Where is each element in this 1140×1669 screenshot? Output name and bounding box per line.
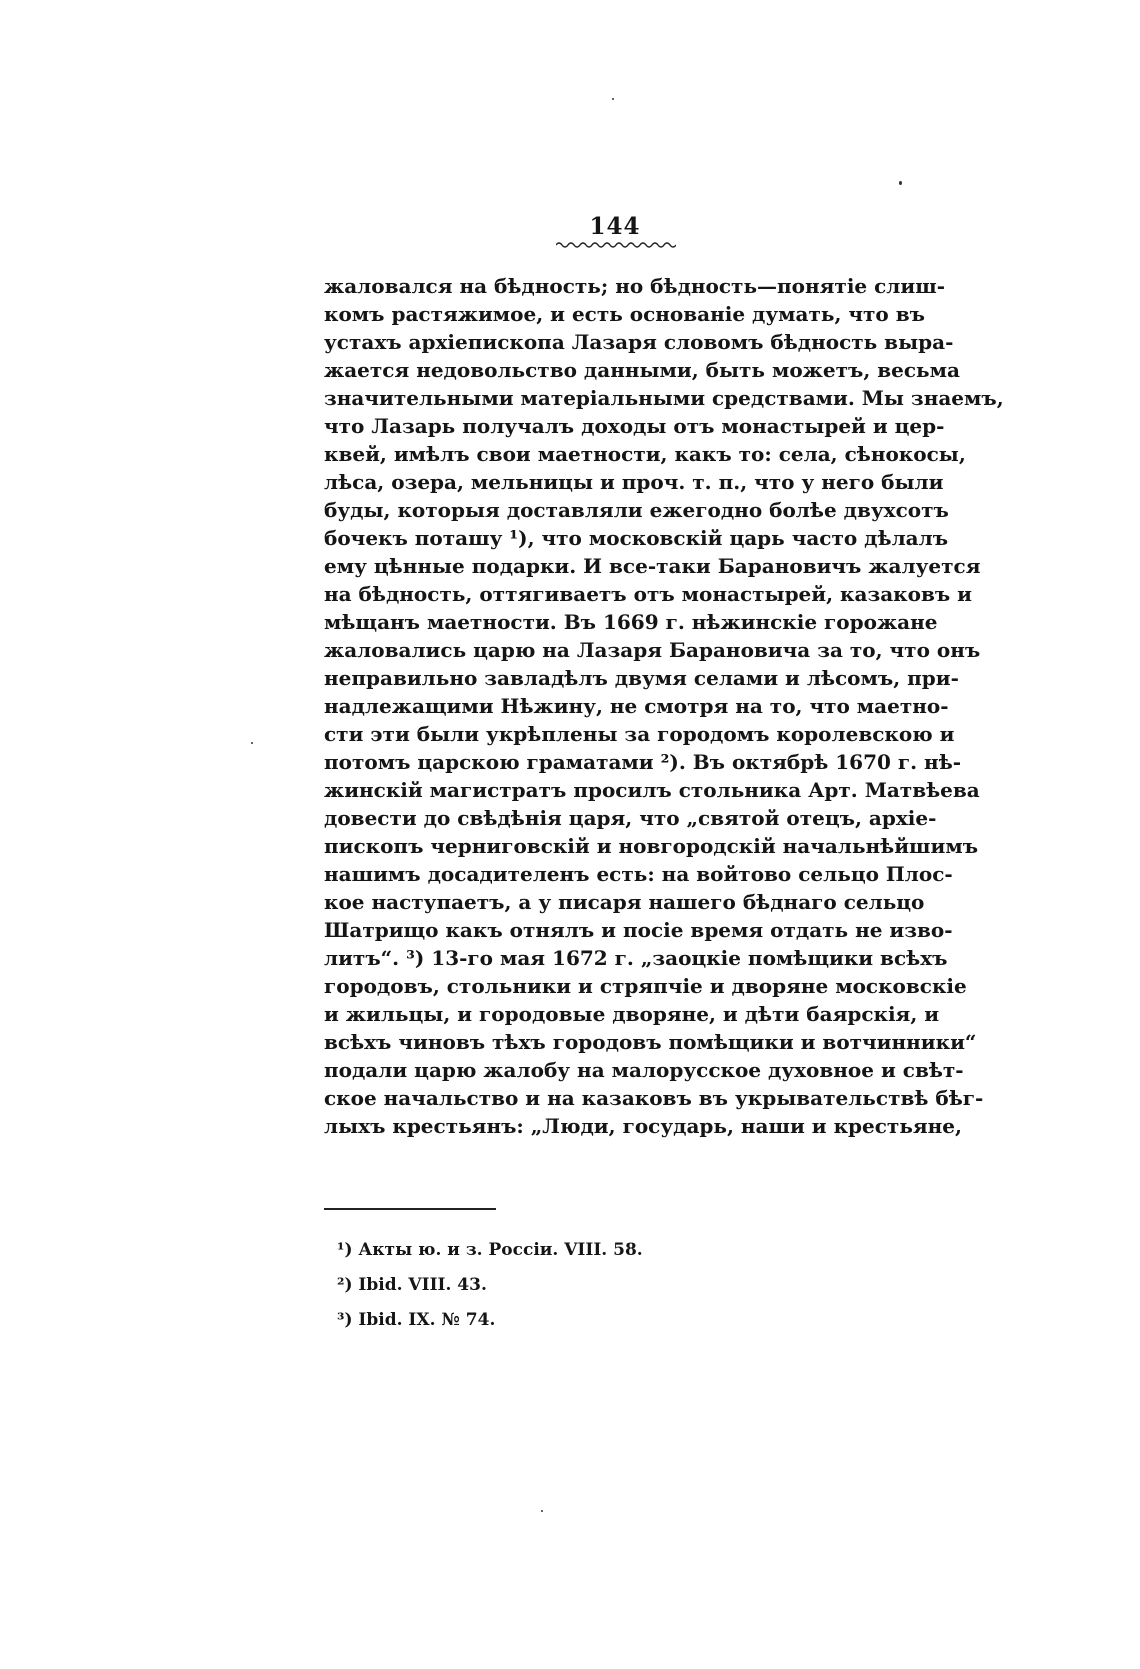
text-line: городовъ, стольники и стряпчіе и дворяне московскіе — [324, 974, 967, 998]
footnotes — [337, 1233, 897, 1338]
text-line: на бѣдность, оттягиваетъ отъ монастырей, казаковъ и — [324, 582, 972, 606]
text-line: мѣщанъ маетности. Въ 1669 г. нѣжинскіе горожане — [324, 610, 938, 634]
text-line: лѣса, озера, мельницы и проч. т. п., что у него были — [324, 470, 944, 494]
text-line: пископъ черниговскій и новгородскій начальнѣйшимъ — [324, 834, 979, 858]
scan-speck — [541, 1510, 543, 1512]
text-line: Шатрищо какъ отнялъ и посіе время отдать не изво- — [324, 918, 953, 942]
text-line: комъ растяжимое, и есть основаніе думать, что въ — [324, 302, 925, 326]
text-line: лыхъ крестьянъ: „Люди, государь, наши и крестьяне, — [324, 1114, 962, 1138]
text-line: и жильцы, и городовые дворяне, и дѣти баярскія, и — [324, 1002, 940, 1026]
text-line: довести до свѣдѣнія царя, что „святой отецъ, архіе- — [324, 806, 937, 830]
footnote: ²) Ibid. VIII. 43. — [337, 1275, 487, 1295]
text-line: надлежащими Нѣжину, не смотря на то, что маетно- — [324, 694, 949, 718]
footnote: ¹) Акты ю. и з. Россіи. VIII. 58. — [337, 1240, 643, 1260]
text-line: литъ“. ³) 13-го мая 1672 г. „заоцкіе помѣщики всѣхъ — [324, 946, 948, 970]
text-line: подали царю жалобу на малорусское духовное и свѣт- — [324, 1058, 964, 1082]
text-line: всѣхъ чиновъ тѣхъ городовъ помѣщики и вотчинники“ — [324, 1030, 977, 1054]
page-number: 144 — [589, 213, 641, 240]
text-line: неправильно завладѣлъ двумя селами и лѣсомъ, при- — [324, 666, 959, 690]
body-text — [324, 272, 1004, 1140]
wavy-ornament — [556, 240, 676, 250]
footnote-divider — [324, 1208, 496, 1210]
text-line: сти эти были укрѣплены за городомъ королевскою и — [324, 722, 955, 746]
footnote: ³) Ibid. IX. № 74. — [337, 1310, 496, 1330]
text-line: жинскій магистратъ просилъ стольника Арт. Матвѣева — [324, 778, 980, 802]
scan-speck — [251, 742, 253, 744]
text-line: жаловались царю на Лазаря Барановича за то, что онъ — [324, 638, 981, 662]
text-line: бочекъ поташу ¹), что московскій царь часто дѣлалъ — [324, 526, 949, 550]
scan-speck — [899, 181, 902, 185]
text-line: жается недовольство данными, быть можетъ, весьма — [324, 358, 960, 382]
text-line: потомъ царскою граматами ²). Въ октябрѣ 1670 г. нѣ- — [324, 750, 962, 774]
text-line: ему цѣнные подарки. И все-таки Барановичъ жалуется — [324, 554, 981, 578]
text-line: буды, которыя доставляли ежегодно болѣе двухсотъ — [324, 498, 949, 522]
scan-speck — [612, 98, 614, 100]
text-line: квей, имѣлъ свои маетности, какъ то: села, сѣнокосы, — [324, 442, 966, 466]
text-line: кое наступаетъ, а у писаря нашего бѣднаго сельцо — [324, 890, 925, 914]
text-line: устахъ архіепископа Лазаря словомъ бѣдность выра- — [324, 330, 954, 354]
text-line: нашимъ досадителенъ есть: на войтово сельцо Плос- — [324, 862, 953, 886]
text-line: жаловался на бѣдность; но бѣдность—понятіе слиш- — [324, 274, 946, 298]
text-line: значительными матеріальными средствами. Мы знаемъ, — [324, 386, 1004, 410]
text-line: ское начальство и на казаковъ въ укрывательствѣ бѣг- — [324, 1086, 984, 1110]
text-line: что Лазарь получалъ доходы отъ монастырей и цер- — [324, 414, 945, 438]
